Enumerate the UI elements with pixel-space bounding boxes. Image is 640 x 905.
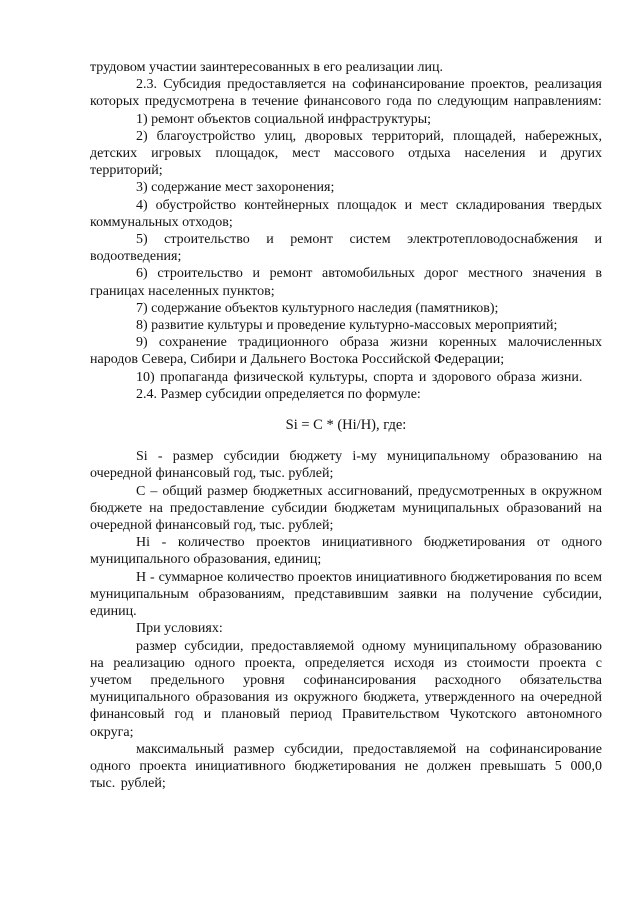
- paragraph-2-3: 2.3. Субсидия предоставляется на софинансирование проектов, реализация которых предусмотрена в течение финансового года по следующим направлениям:: [90, 77, 602, 110]
- definition-si: Si - размер субсидии бюджету i-му муниципальному образованию на очередной финансовый год, тыс. рублей;: [90, 449, 602, 482]
- definition-hi: Hi - количество проектов инициативного бюджетирования от одного муниципального образования, единиц;: [90, 535, 602, 568]
- paragraph-2-4: 2.4. Размер субсидии определяется по формуле:: [136, 386, 421, 402]
- list-item-3: 3) содержание мест захоронения;: [136, 180, 335, 196]
- list-item-4: 4) обустройство контейнерных площадок и мест складирования твердых коммунальных отходов;: [90, 197, 602, 230]
- list-item-1: 1) ремонт объектов социальной инфраструктуры;: [136, 111, 432, 127]
- list-item-10: 10) пропаганда физической культуры, спорта и здорового образа жизни.: [136, 369, 583, 385]
- formula: Si = C * (Hi/H), где:: [285, 417, 407, 434]
- list-item-2: 2) благоустройство улиц, дворовых территорий, площадей, набережных, детских игровых площадок, мест массового отдыха населения и других территорий;: [90, 128, 602, 179]
- condition-1: размер субсидии, предоставляемой одному муниципальному образованию на реализацию одного проекта, определяется исходя из стоимости проекта с учетом предельного уровня софинансирования расходного обязательства муниципального образования из окружного бюджета, утвержденного на очередной финансовый год и плановый период Правительством Чукотского автономного округа;: [90, 638, 602, 740]
- conditions-heading: При условиях:: [136, 621, 223, 637]
- list-item-7: 7) содержание объектов культурного наследия (памятников);: [136, 300, 499, 316]
- list-item-8: 8) развитие культуры и проведение культурно-массовых мероприятий;: [136, 318, 558, 334]
- definition-h: H - суммарное количество проектов инициативного бюджетирования по всем муниципальным образованиям, представившим заявки на получение субсидии, единиц.: [90, 569, 602, 620]
- list-item-5: 5) строительство и ремонт систем электротепловодоснабжения и водоотведения;: [90, 232, 602, 265]
- definition-c: С – общий размер бюджетных ассигнований, предусмотренных в окружном бюджете на предоставление субсидии бюджетам муниципальных образований на очередной финансовый год, тыс. рублей;: [90, 483, 602, 534]
- list-item-6: 6) строительство и ремонт автомобильных дорог местного значения в границах населенных пунктов;: [90, 266, 602, 299]
- paragraph-continuation: трудовом участии заинтересованных в его реализации лиц.: [90, 60, 444, 75]
- document-body: [90, 59, 602, 792]
- condition-2: максимальный размер субсидии, предоставляемой на софинансирование одного проекта инициативного бюджетирования не должен превышать 5 000,0 тыс. рублей;: [90, 741, 602, 792]
- list-item-9: 9) сохранение традиционного образа жизни коренных малочисленных народов Севера, Сибири и Дальнего Востока Российской Федерации;: [90, 335, 602, 368]
